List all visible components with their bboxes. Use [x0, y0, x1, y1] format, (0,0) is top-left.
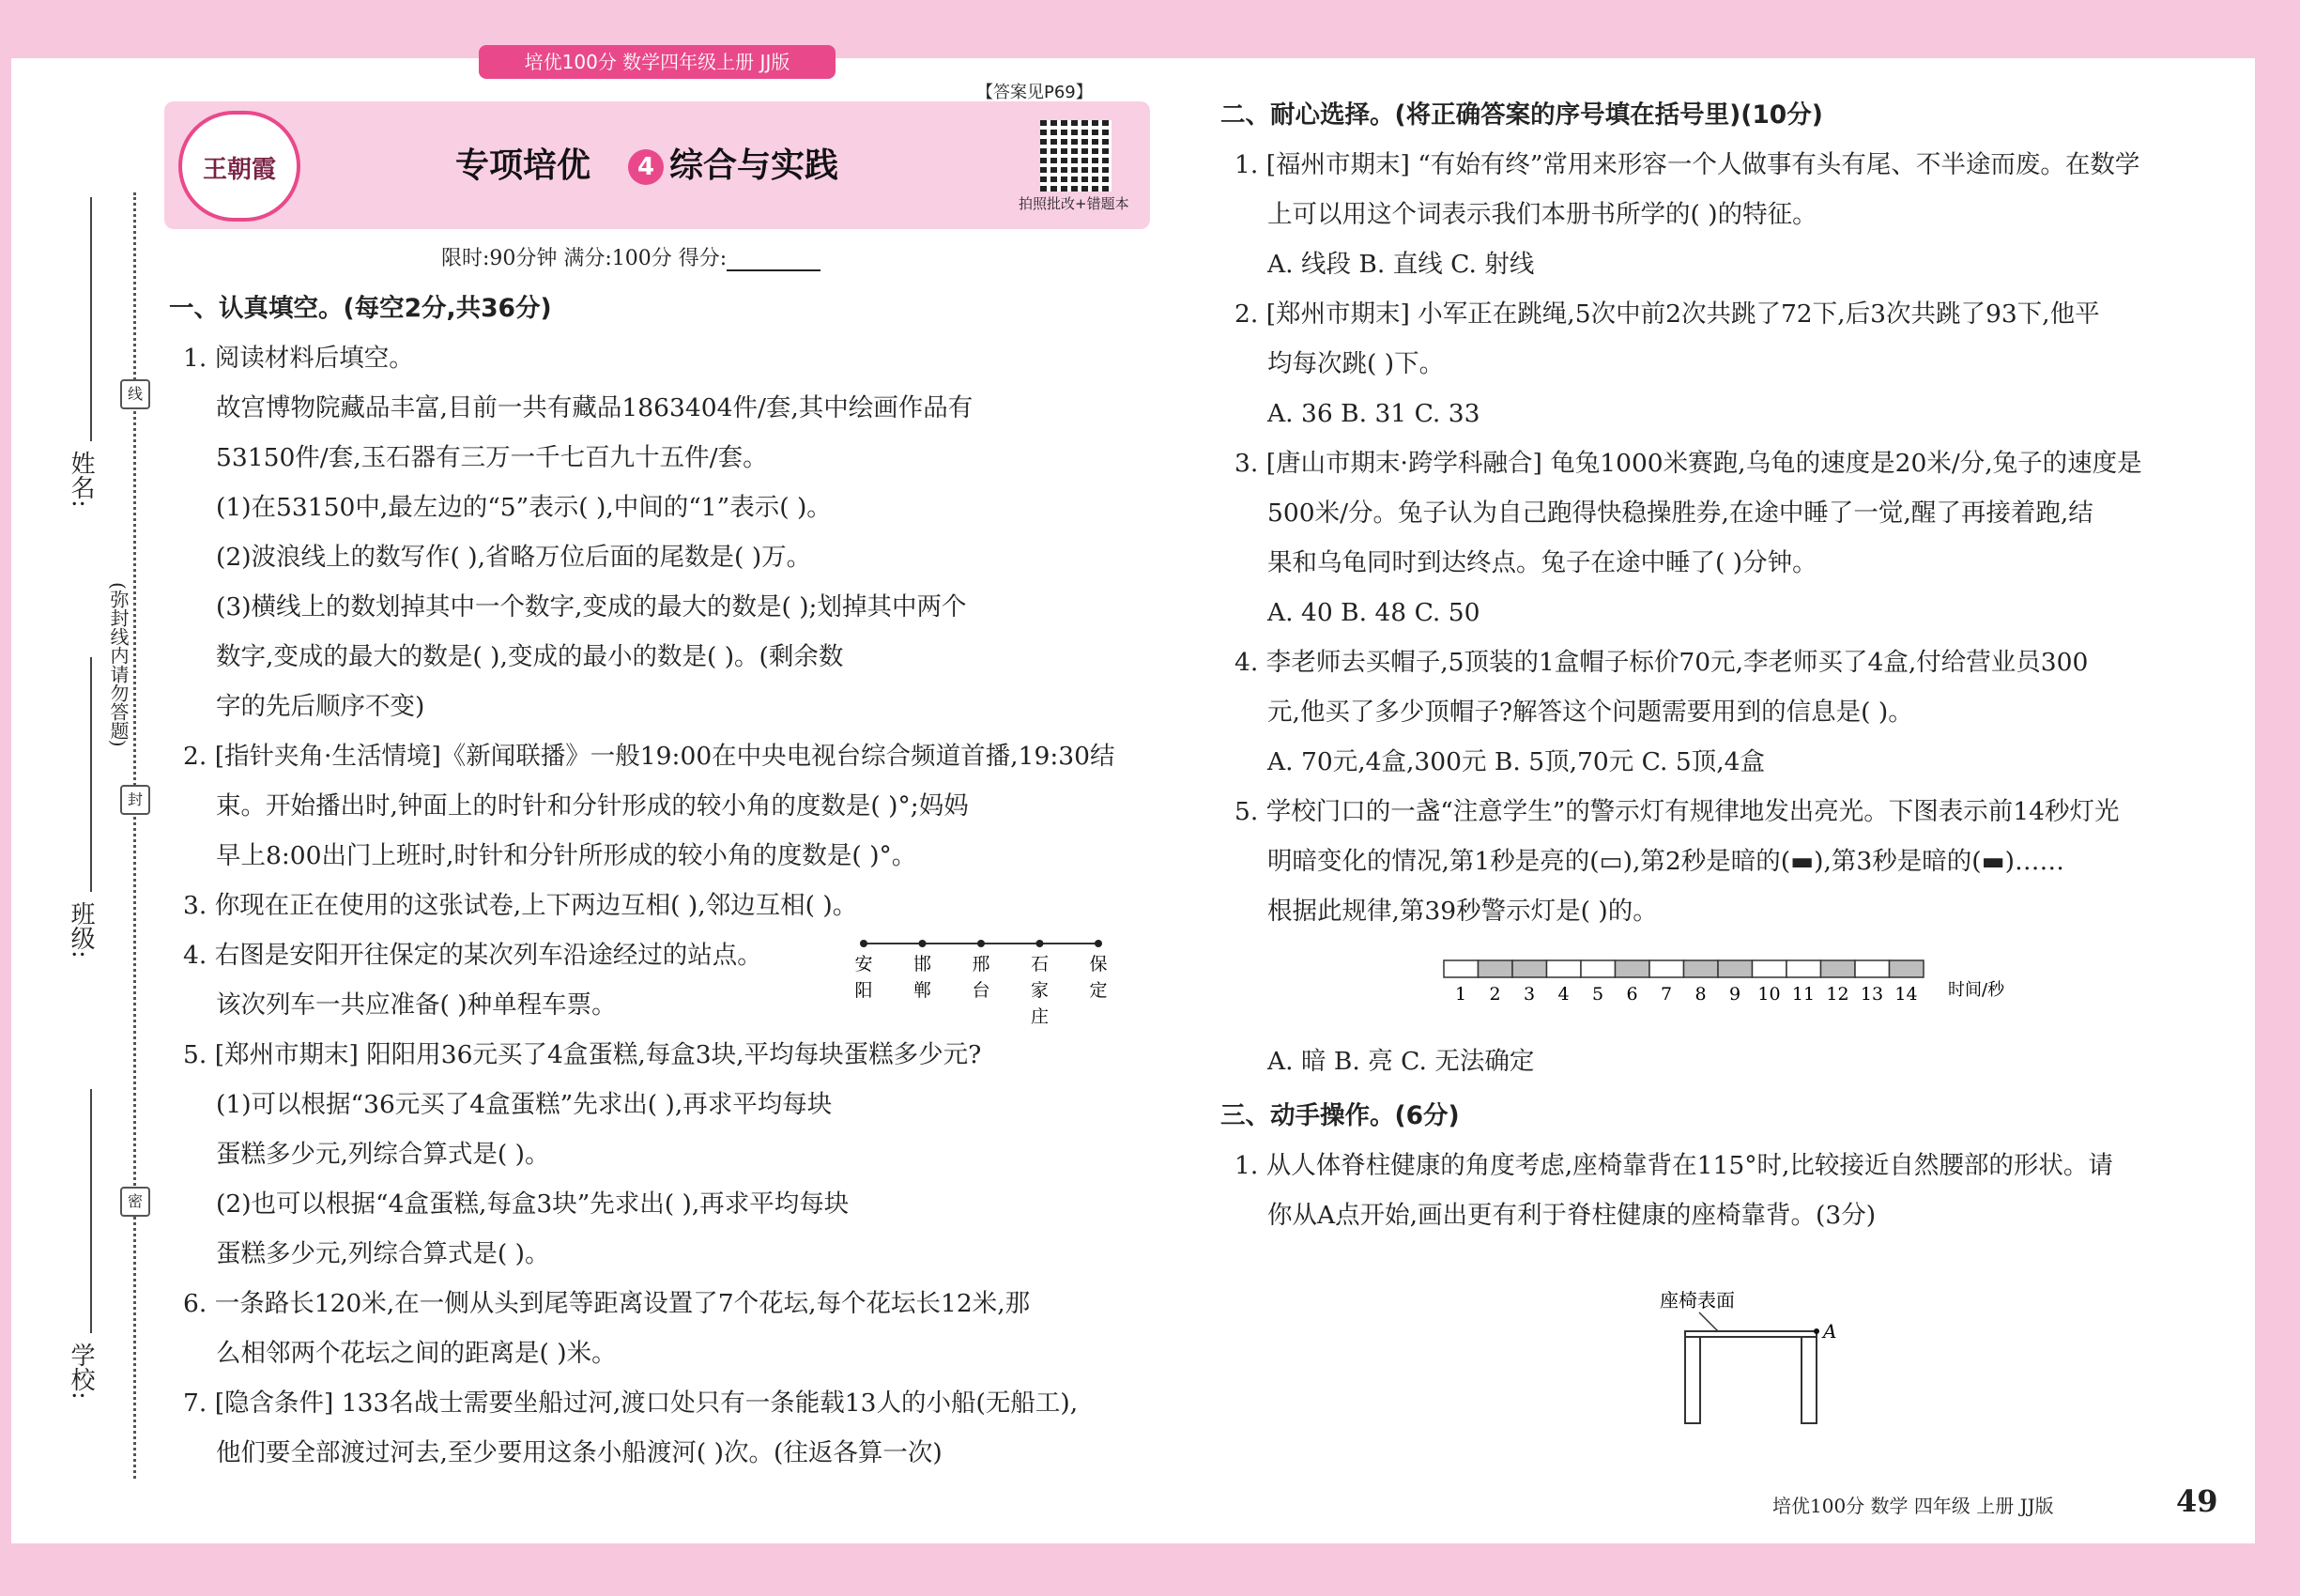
mc4-stem: 4. 李老师去买帽子,5顶装的1盒帽子标价70元,李老师买了4盒,付给营业员300: [1234, 648, 2089, 677]
title-prefix: 专项培优: [455, 146, 591, 185]
light-cell-dark: [1616, 960, 1650, 977]
mc1-options: A. 线段 B. 直线 C. 射线: [1267, 250, 1535, 279]
q7-stem: 7. [隐含条件] 133名战士需要坐船过河,渡口处只有一条能载13人的小船(无船工),: [183, 1389, 1079, 1418]
q1-passage-2: 53150件/套,玉石器有三万一千七百九十五件/套。: [216, 443, 768, 472]
q1-part-3c: 字的先后顺序不变): [216, 692, 425, 721]
q4-stem: 4. 右图是安阳开往保定的某次列车沿途经过的站点。: [183, 941, 762, 970]
mc5-line-3: 根据此规律,第39秒警示灯是( )的。: [1267, 897, 1658, 926]
light-cell-light: [1581, 960, 1616, 977]
class-label: 班级:: [67, 901, 95, 959]
light-cell-light: [1855, 960, 1890, 977]
q4-line-2: 该次列车一共应准备( )种单程车票。: [216, 990, 617, 1020]
light-cell-light: [1547, 960, 1582, 977]
light-second-label: 12: [1826, 984, 1849, 1005]
mc3-line-2: 500米/分。兔子认为自己跑得快稳操胜券,在途中睡了一觉,醒了再接着跑,结: [1267, 499, 2093, 528]
point-a-label: A: [1823, 1320, 1837, 1343]
section-3-title: 三、动手操作。(6分): [1220, 1101, 1460, 1130]
seat-leg-left: [1685, 1337, 1700, 1423]
light-cell-dark: [1821, 960, 1856, 977]
light-second-label: 10: [1757, 984, 1781, 1005]
mc3-options: A. 40 B. 48 C. 50: [1267, 598, 1480, 627]
light-pattern-diagram: [1436, 953, 2037, 1019]
name-field[interactable]: [90, 197, 92, 441]
school-field[interactable]: [90, 1089, 92, 1333]
q5-part-2b: 蛋糕多少元,列综合算式是( )。: [216, 1239, 550, 1268]
q2-line-3: 早上8:00出门上班时,时针和分针所形成的较小角的度数是( )°。: [216, 841, 917, 870]
light-second-label: 5: [1591, 984, 1604, 1005]
qr-caption: 拍照批改+错题本: [1019, 195, 1129, 212]
light-second-label: 8: [1694, 984, 1707, 1005]
station-diagram: [845, 934, 1117, 1037]
line-mark: 线: [120, 379, 150, 409]
top-band: 培优100分 数学四年级上册 JJ版: [479, 45, 836, 79]
mc3-line-3: 果和乌龟同时到达终点。兔子在途中睡了( )分钟。: [1267, 548, 1817, 577]
light-cell-dark: [1718, 960, 1753, 977]
page-number: 49: [2176, 1483, 2218, 1519]
mc2-line-2: 均每次跳( )下。: [1267, 349, 1445, 378]
light-second-label: 4: [1557, 984, 1570, 1005]
section-2-title: 二、耐心选择。(将正确答案的序号填在括号里)(10分): [1220, 100, 1823, 130]
light-cell-dark: [1512, 960, 1547, 977]
meta-text: 限时:90分钟 满分:100分 得分:: [441, 247, 728, 270]
light-second-label: 7: [1660, 984, 1673, 1005]
q2-stem: 2. [指针夹角·生活情境]《新闻联播》一般19:00在中央电视台综合频道首播,19:30结: [183, 742, 1115, 771]
q6-stem: 6. 一条路长120米,在一侧从头到尾等距离设置了7个花坛,每个花坛长12米,那: [183, 1289, 1031, 1318]
title-suffix: 综合与实践: [669, 146, 839, 185]
station-label: 邯郸: [912, 954, 932, 1001]
light-second-label: 1: [1454, 984, 1467, 1005]
q1-part-3: (3)横线上的数划掉其中一个数字,变成的最大的数是( );划掉其中两个: [216, 592, 967, 622]
mc2-options: A. 36 B. 31 C. 33: [1267, 399, 1480, 428]
class-field[interactable]: [90, 657, 92, 892]
section-1-title: 一、认真填空。(每空2分,共36分): [169, 294, 552, 323]
station-label: 邢台: [972, 954, 990, 1001]
mc3-stem: 3. [唐山市期末·跨学科融合] 龟兔1000米赛跑,乌龟的速度是20米/分,兔子的速度是: [1234, 449, 2142, 478]
q6-line-2: 么相邻两个花坛之间的距离是( )米。: [216, 1339, 617, 1368]
light-second-label: 13: [1860, 984, 1884, 1005]
mc1-line-2: 上可以用这个词表示我们本册书所学的( )的特征。: [1267, 200, 1817, 229]
score-field[interactable]: [727, 245, 820, 271]
station-label: 保定: [1089, 954, 1108, 1001]
q1-part-3b: 数字,变成的最大的数是( ),变成的最小的数是( )。(剩余数: [216, 642, 844, 671]
seat-leg-right: [1802, 1337, 1817, 1423]
seat-label: 座椅表面: [1660, 1289, 1735, 1312]
q1-stem: 1. 阅读材料后填空。: [183, 344, 414, 373]
light-second-label: 3: [1523, 984, 1536, 1005]
q5-stem: 5. [郑州市期末] 阳阳用36元买了4盒蛋糕,每盒3块,平均每块蛋糕多少元?: [183, 1040, 982, 1069]
seat-surface: [1685, 1331, 1817, 1337]
light-second-label: 11: [1791, 984, 1816, 1005]
title-number: 4: [628, 149, 664, 185]
name-label: 姓名:: [67, 451, 95, 508]
logo-text: 王朝霞: [202, 156, 276, 184]
mc4-line-2: 元,他买了多少顶帽子?解答这个问题需要用到的信息是( )。: [1267, 698, 1913, 727]
q2-line-2: 束。开始播出时,钟面上的时针和分针形成的较小角的度数是( )°;妈妈: [216, 791, 969, 821]
seal-note: (弥封线内请勿答题): [107, 582, 130, 747]
mc1-stem: 1. [福州市期末] “有始有终”常用来形容一个人做事有头有尾、不半途而废。在数学: [1234, 150, 2140, 179]
school-label: 学校:: [67, 1343, 95, 1400]
station-label: 石家庄: [1030, 954, 1050, 1027]
mc5-stem: 5. 学校门口的一盏“注意学生”的警示灯有规律地发出亮光。下图表示前14秒灯光: [1234, 797, 2120, 826]
light-cell-light: [1444, 960, 1479, 977]
station-dot: [1095, 940, 1102, 947]
op1-line-2: 你从A点开始,画出更有利于脊柱健康的座椅靠背。(3分): [1267, 1201, 1877, 1230]
mc2-stem: 2. [郑州市期末] 小军正在跳绳,5次中前2次共跳了72下,后3次共跳了93下,他平: [1234, 299, 2100, 329]
right-column: [1220, 90, 2216, 1264]
light-second-label: 9: [1728, 984, 1741, 1005]
light-cell-dark: [1479, 960, 1513, 977]
light-cell-dark: [1890, 960, 1924, 977]
q5-part-2: (2)也可以根据“4盒蛋糕,每盒3块”先求出( ),再求平均每块: [216, 1189, 850, 1219]
light-second-label: 6: [1626, 984, 1638, 1005]
light-cell-dark: [1684, 960, 1719, 977]
op1-stem: 1. 从人体脊柱健康的角度考虑,座椅靠背在115°时,比较接近自然腰部的形状。请: [1234, 1151, 2113, 1180]
q1-part-2: (2)波浪线上的数写作( ),省略万位后面的尾数是( )万。: [216, 543, 812, 572]
mc5-options: A. 暗 B. 亮 C. 无法确定: [1267, 1047, 1535, 1076]
left-column: [169, 284, 1155, 1485]
station-label: 安阳: [854, 954, 873, 1001]
light-axis-label: 时间/秒: [1948, 980, 2005, 1000]
light-second-label: 14: [1894, 984, 1918, 1005]
station-dot: [919, 940, 927, 947]
seat-pointer: [1699, 1312, 1718, 1331]
exam-meta: [441, 242, 820, 271]
light-cell-light: [1786, 960, 1821, 977]
q5-part-1b: 蛋糕多少元,列综合算式是( )。: [216, 1140, 550, 1169]
station-dot: [1036, 940, 1044, 947]
light-cell-light: [1649, 960, 1684, 977]
mi-mark: 密: [120, 1187, 150, 1217]
answer-reference: 【答案见P69】: [976, 83, 1093, 102]
q1-part-1: (1)在53150中,最左边的“5”表示( ),中间的“1”表示( )。: [216, 493, 832, 522]
qr-code-icon[interactable]: [1040, 120, 1112, 192]
mc5-line-2: 明暗变化的情况,第1秒是亮的(▭),第2秒是暗的(▬),第3秒是暗的(▬)……: [1267, 847, 2064, 876]
footer: 培优100分 数学 四年级 上册 JJ版: [1772, 1495, 2054, 1517]
q3-stem: 3. 你现在正在使用的这张试卷,上下两边互相( ),邻边互相( )。: [183, 891, 858, 920]
seal-mark: 封: [120, 785, 150, 815]
q7-line-2: 他们要全部渡过河去,至少要用这条小船渡河( )次。(往返各算一次): [216, 1438, 943, 1467]
light-cell-light: [1753, 960, 1787, 977]
seat-diagram: [1652, 1286, 1840, 1436]
mc4-options: A. 70元,4盒,300元 B. 5顶,70元 C. 5顶,4盒: [1267, 747, 1765, 776]
point-a-dot[interactable]: [1814, 1328, 1819, 1334]
q1-passage-1: 故宫博物院藏品丰富,目前一共有藏品1863404件/套,其中绘画作品有: [216, 393, 974, 422]
light-second-label: 2: [1489, 984, 1501, 1005]
station-dot: [860, 940, 867, 947]
station-dot: [977, 940, 985, 947]
q5-part-1: (1)可以根据“36元买了4盒蛋糕”先求出( ),再求平均每块: [216, 1090, 833, 1119]
page-title: [455, 139, 838, 187]
